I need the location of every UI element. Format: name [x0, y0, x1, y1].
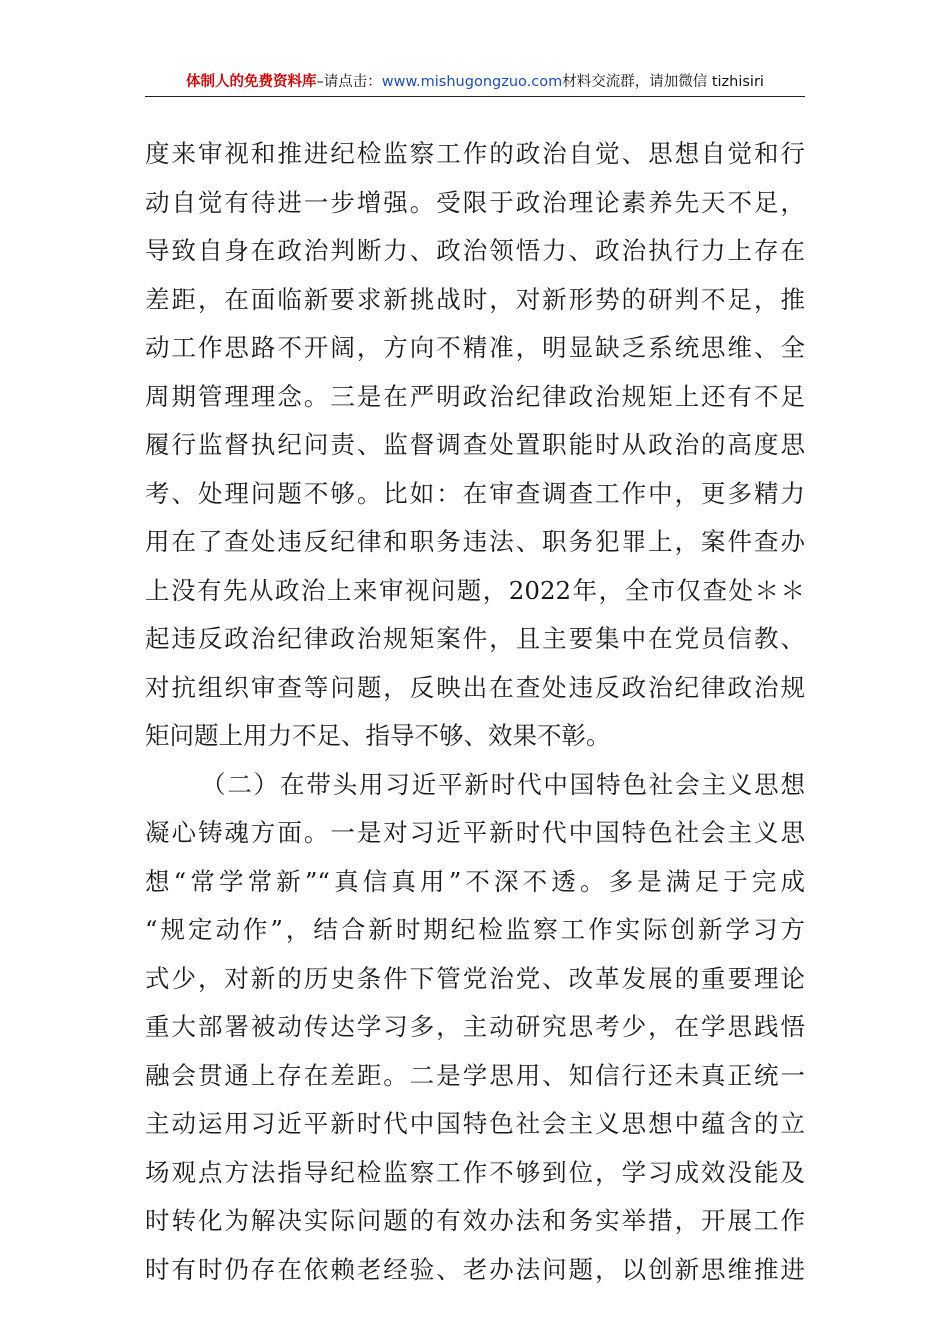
body-text: [145, 130, 805, 1294]
text-line: “规定动作”，结合新时期纪检监察工作实际创新学习方: [145, 915, 805, 944]
text-line: 式少，对新的历史条件下管党治党、改革发展的重要理论: [145, 963, 805, 993]
text-line: 用在了查处违反纪律和职务违法、职务犯罪上，案件查办: [145, 527, 805, 556]
header-contact: 材料交流群，请加微信 tizhisiri: [562, 74, 764, 90]
text-line: 时转化为解决实际问题的有效办法和务实举措，开展工作: [145, 1206, 805, 1235]
section-heading-line: （二）在带头用习近平新时代中国特色社会主义思想: [201, 769, 805, 799]
text-line: 上没有先从政治上来审视问题，2022年，全市仅查处＊＊: [145, 575, 805, 605]
paragraph-end-line: 矩问题上用力不足、指导不够、效果不彰。: [145, 721, 611, 750]
text-line: 动工作思路不开阔，方向不精准，明显缺乏系统思维、全: [145, 333, 805, 362]
text-line: 动自觉有待进一步增强。受限于政治理论素养先天不足，: [145, 187, 805, 217]
text-line: 场观点方法指导纪检监察工作不够到位，学习成效没能及: [145, 1157, 805, 1187]
text-line: 考、处理问题不够。比如：在审查调查工作中，更多精力: [145, 478, 805, 508]
text-line: 重大部署被动传达学习多，主动研究思考少，在学思践悟: [145, 1012, 805, 1041]
text-line: 时有时仍存在依赖老经验、老办法问题，以创新思维推进: [145, 1254, 805, 1284]
text-line: 度来审视和推进纪检监察工作的政治自觉、思想自觉和行: [145, 139, 805, 168]
text-line: 履行监督执纪问责、监督调查处置职能时从政治的高度思: [145, 430, 805, 459]
header-brand: 体制人的免费资料库: [186, 74, 317, 90]
header-prompt: –请点击：: [316, 74, 382, 90]
text-line: 对抗组织审查等问题，反映出在查处违反政治纪律政治规: [145, 672, 805, 702]
text-line: 主动运用习近平新时代中国特色社会主义思想中蕴含的立: [145, 1109, 805, 1138]
page-header: [145, 70, 805, 97]
text-line: 导致自身在政治判断力、政治领悟力、政治执行力上存在: [145, 236, 805, 265]
text-line: 融会贯通上存在差距。二是学思用、知信行还未真正统一: [145, 1060, 805, 1090]
text-line: 周期管理理念。三是在严明政治纪律政治规矩上还有不足: [145, 381, 805, 411]
text-line: 差距，在面临新要求新挑战时，对新形势的研判不足，推: [145, 284, 805, 314]
text-line: 想“常学常新”“真信真用”不深不透。多是满足于完成: [145, 866, 805, 896]
text-line: 起违反政治纪律政治规矩案件，且主要集中在党员信教、: [145, 624, 805, 653]
text-line: 凝心铸魂方面。一是对习近平新时代中国特色社会主义思: [145, 818, 805, 847]
header-link[interactable]: www.mishugongzuo.com: [381, 74, 563, 90]
